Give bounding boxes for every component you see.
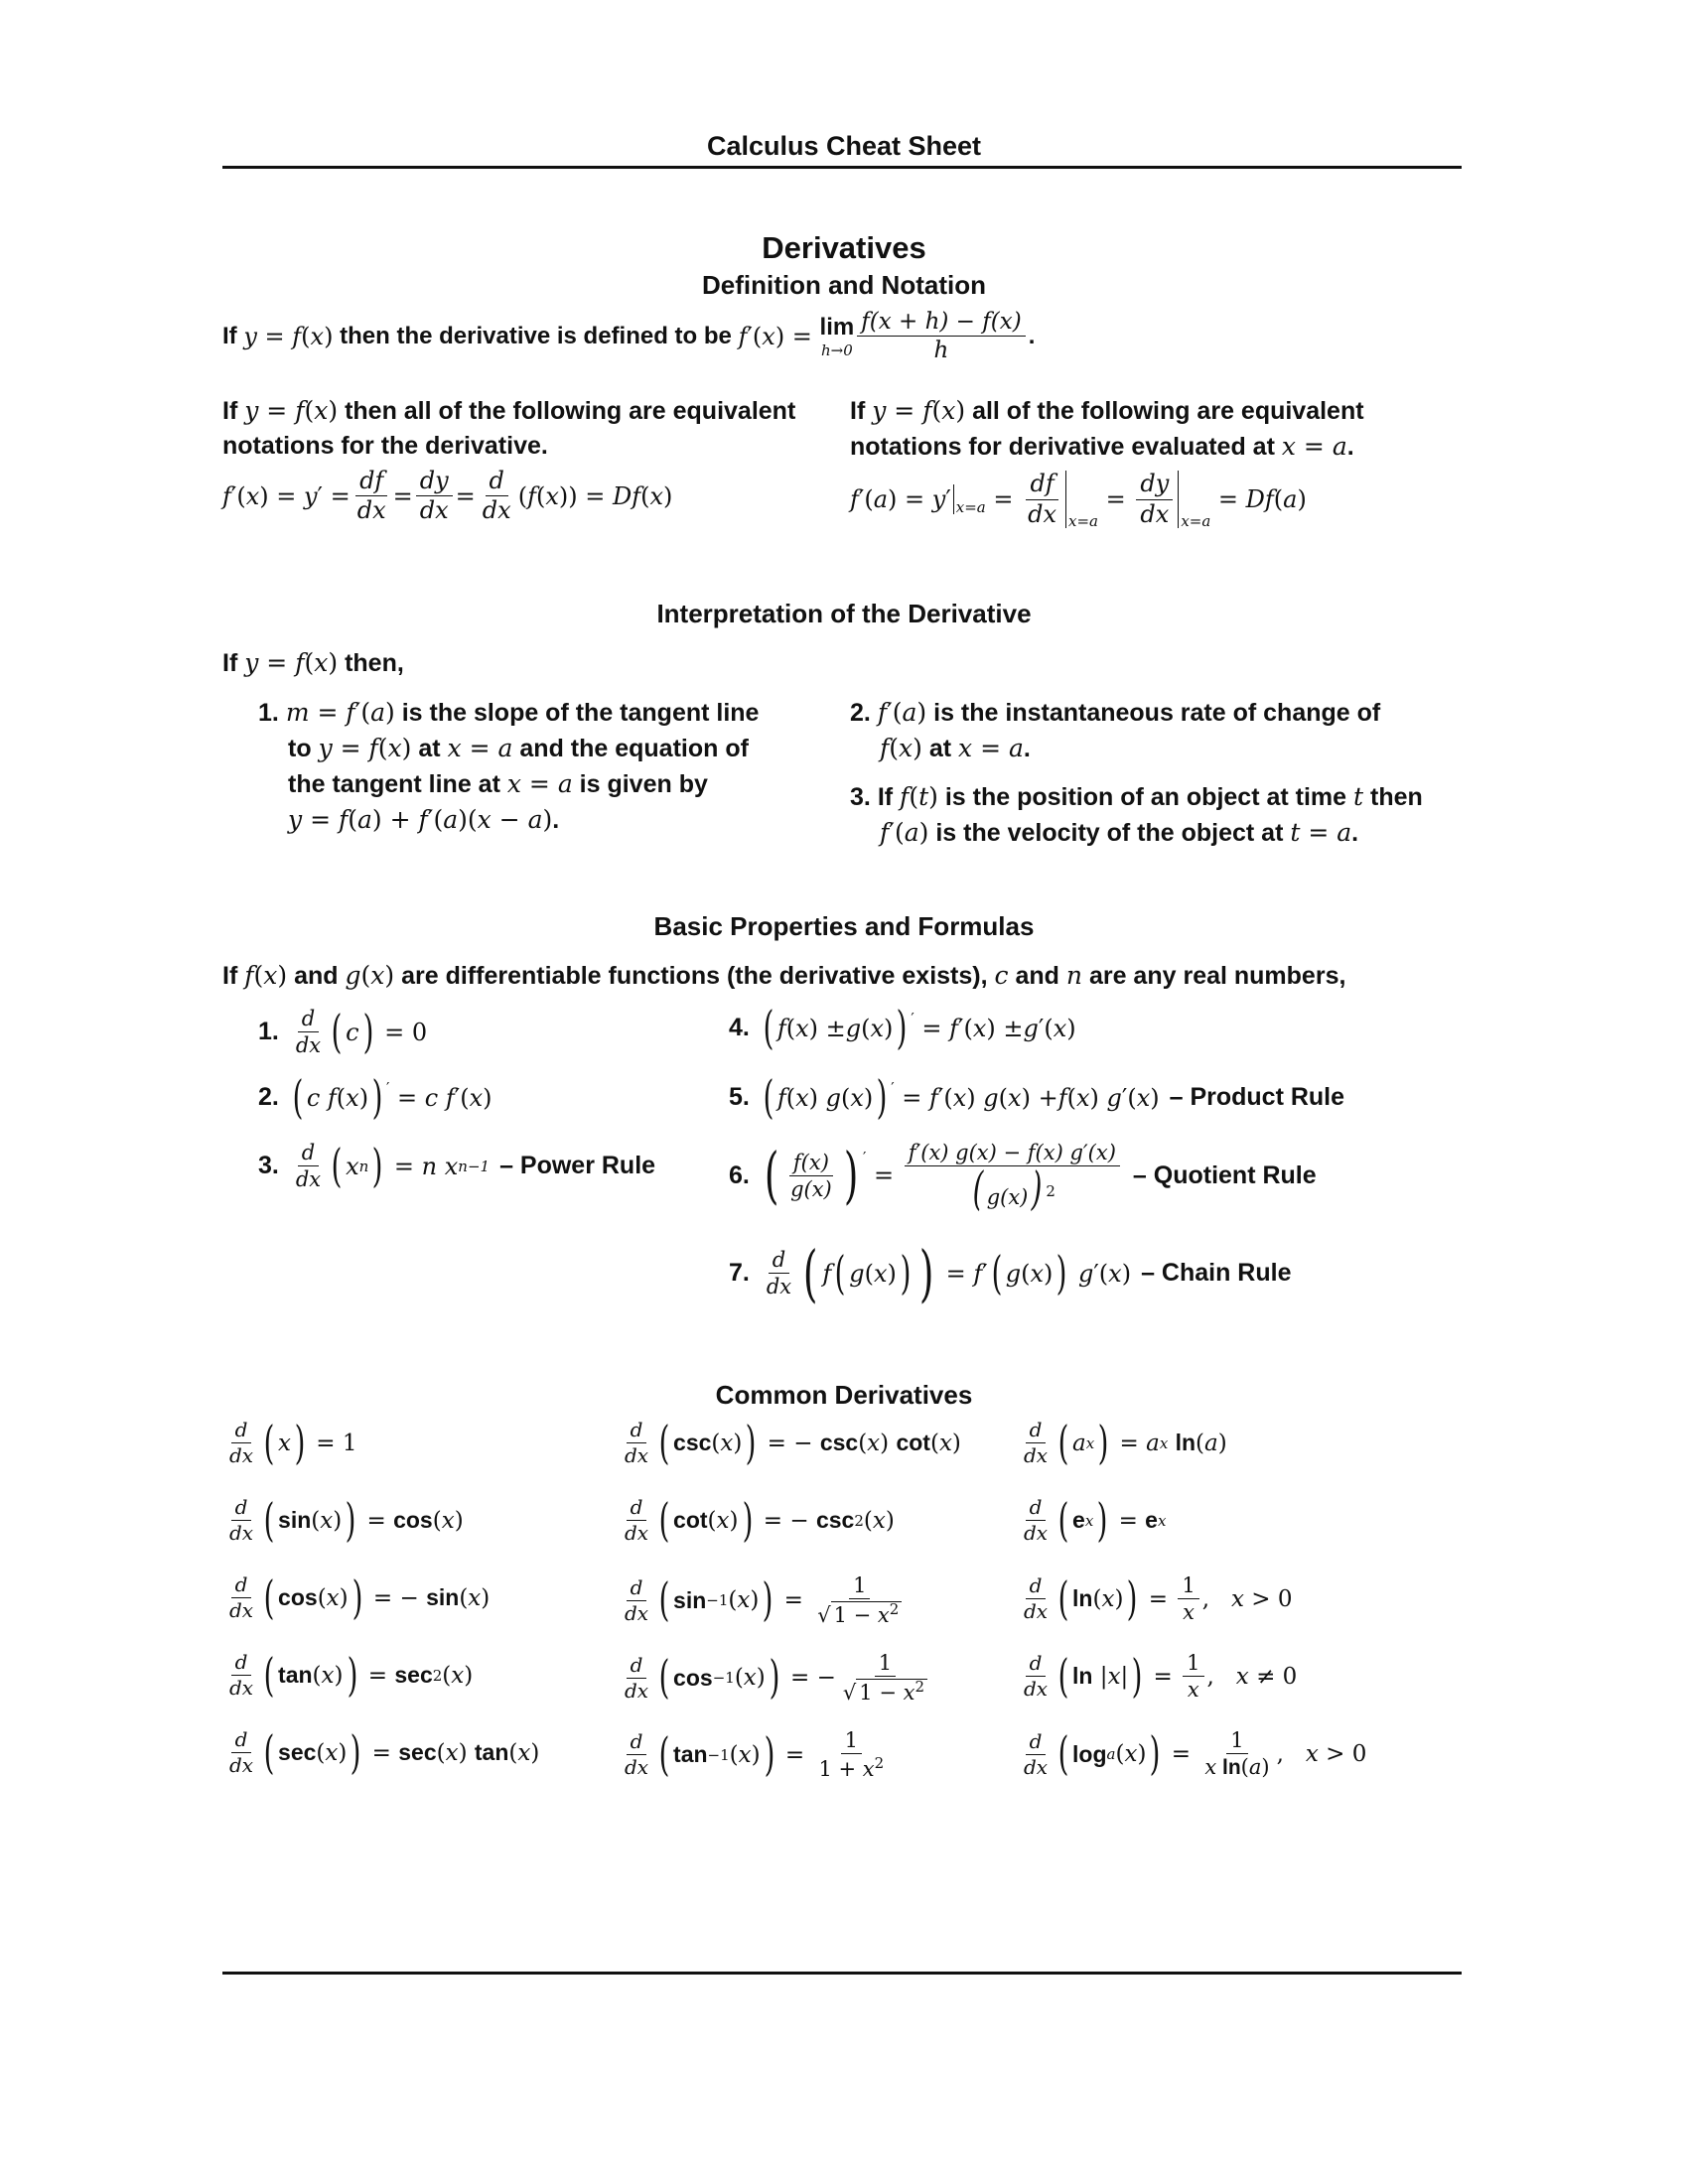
chain-rule-label: – Chain Rule (1141, 1259, 1292, 1288)
power-rule-label: – Power Rule (499, 1152, 656, 1180)
common-deriv-ln-abs: $\frac{d}{dx}$ ( ln | x | ) = $\frac{1}{x}$ , x ≠ 0 (1024, 1648, 1298, 1703)
section-title: Derivatives (762, 230, 926, 265)
equiv-left-formula: f ′( x ) = y ′ = $\frac{df}{dx}$ = $\frac{dy}{dx}$ = $\frac{d}{dx}$ ( f ( x )) = Df ( x ) (222, 467, 673, 525)
common-deriv-arccos: $\frac{d}{dx}$ ( cos −1 ( x ) ) = − 1 √ $1 - x^2$ (618, 1652, 934, 1704)
definition-intro: then the derivative is defined to be (340, 322, 732, 349)
footer-rule (222, 1972, 1462, 1975)
definition-line: If y = f ( x ) then the derivative is defined to be f ′( x ) = lim h→0 $\frac{f(x + h) - f(x)}{h}$ . (222, 309, 1036, 364)
equiv-left-text: If y = f(x) then all of the following are equivalent notations for the derivative. (222, 396, 796, 460)
interpretation-item-3: 3. If f(t) is the position of an object at time t then f′(a) is the velocity of the object at t = a. (850, 782, 1423, 847)
interpretation-heading: Interpretation of the Derivative (656, 599, 1032, 628)
common-deriv-arctan: $\frac{d}{dx}$ ( tan −1 ( x ) ) = $\frac{1}{1 + x^2}$ (625, 1726, 885, 1782)
equiv-right-formula: f ′( a ) = y ′ $_{x=a}$ = $\frac{df}{dx}$ $_{x=a}$ = $\frac{dy}{dx}$ $_{x=a}$ = Df ( a ) (850, 470, 1307, 530)
common-deriv-tan: $\frac{d}{dx}$ ( tan ( x ) ) = sec 2 ( x ) (229, 1647, 474, 1702)
common-deriv-exp-a: $\frac{d}{dx}$ ( a x ) = a x ln ( a ) (1024, 1415, 1227, 1469)
property-1: 1. $\frac{d}{dx}$ ( c ) = 0 (258, 1004, 428, 1058)
common-deriv-log-a: $\frac{d}{dx}$ ( log a ( x ) ) = $\frac{1}{\text{x ln(a)}}$ , x > 0 (1024, 1726, 1367, 1781)
common-deriv-csc: $\frac{d}{dx}$ ( csc ( x ) ) = − csc ( x ) cot ( x ) (625, 1415, 961, 1469)
common-deriv-exp-e: $\frac{d}{dx}$ ( e x ) = e x (1024, 1492, 1167, 1547)
common-deriv-cos: $\frac{d}{dx}$ ( cos ( x ) ) = − sin ( x ) (229, 1570, 491, 1624)
property-7: 7. $\frac{d}{dx}$ ( f ( g ( x ) ) ) = f ′ ( g ( x ) ) g ′( x ) – Chain Rule (729, 1237, 1292, 1309)
definition-heading: Definition and Notation (702, 270, 986, 300)
interpretation-item-2: 2. f′(a) is the instantaneous rate of change of f(x) at x = a. (850, 698, 1381, 762)
document-title: Calculus Cheat Sheet (706, 131, 982, 161)
properties-heading: Basic Properties and Formulas (653, 911, 1035, 941)
common-deriv-cot: $\frac{d}{dx}$ ( cot ( x ) ) = − csc 2 ( x ) (625, 1492, 895, 1547)
property-6: 6. ( $\frac{f(x)}{g(x)}$ ) ′ = $\frac{f'(x) g(x) - f(x) g'(x)}{( g(x)) ^2}$ – Quotient Rule (729, 1139, 1317, 1216)
common-deriv-x: $\frac{d}{dx}$ ( x ) = 1 (229, 1415, 357, 1469)
equiv-right-text: If y = f(x) all of the following are equivalent notations for derivative evaluated at x = a. (850, 396, 1364, 461)
interpretation-intro: If y = f(x) then, (222, 648, 404, 677)
quotient-rule-label: – Quotient Rule (1132, 1160, 1317, 1189)
properties-intro: If f(x) and g(x) are differentiable functions (the derivative exists), c and n are any real numbers, (222, 961, 1346, 990)
property-3: 3. $\frac{d}{dx}$ ( x n ) = n x n−1 – Power Rule (258, 1138, 656, 1192)
property-2: 2. ( c f ( x ) ) ′ = c f ′( x ) (258, 1070, 492, 1124)
common-deriv-arcsin: $\frac{d}{dx}$ ( sin −1 ( x ) ) = 1 √ $1 - x^2$ (618, 1574, 909, 1626)
interpretation-item-1: 1. m = f′(a) is the slope of the tangent line to y = f(x) at x = a and the equation of the tangent line at x = a is given by y = f(a) + f′(a)(x − a). (258, 698, 760, 834)
property-5: 5. ( f ( x ) g ( x ) ) ′ = f ′( x ) g ( x ) + f ( x ) g ′( x ) – Product Rule (729, 1070, 1345, 1124)
property-4: 4. ( f ( x ) ± g ( x ) ) ′ = f ′( x ) ± g ′( x ) (729, 1001, 1076, 1054)
product-rule-label: – Product Rule (1169, 1083, 1345, 1112)
common-deriv-ln: $\frac{d}{dx}$ ( ln ( x ) ) = $\frac{1}{x}$ , x > 0 (1024, 1570, 1293, 1625)
common-heading: Common Derivatives (715, 1380, 973, 1410)
common-deriv-sec: $\frac{d}{dx}$ ( sec ( x ) ) = sec ( x ) tan ( x ) (229, 1724, 540, 1779)
common-deriv-sin: $\frac{d}{dx}$ ( sin ( x ) ) = cos ( x ) (229, 1492, 464, 1547)
header-rule (222, 166, 1462, 169)
